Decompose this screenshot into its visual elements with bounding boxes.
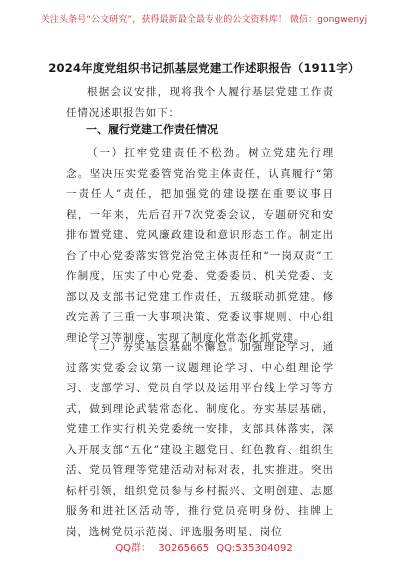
section-heading: 一、履行党建工作责任情况 — [86, 123, 218, 136]
document-title: 2024年度党组织书记抓基层党建工作述职报告（1911字） — [48, 61, 360, 75]
body-paragraph-2: （二）夯实基层基础不懈怠。加强理论学习，通过落实党委会议第一议题理论学习、中心组理论学习、支部学习、党员自学以及运用平台线上学习等方式，做到理论武装常态化、制度化。夯实基层基础，党建工作实行机关党委统一安排，支部具体落实，深入开展支部“五化”建设主题党日、红色教育、组织生活、党员管理等党建活动对标对表，扎实推进。突出标杆引领，组织党员参与乡村振兴、文明创建、志愿服务和进社区活动等，推行党员亮明身份、挂牌上岗，选树党员示范岗、评选服务明星、岗位 — [66, 341, 334, 538]
intro-paragraph: 根据会议安排，现将我个人履行基层党建工作责任情况述职报告如下： — [66, 86, 334, 119]
contact-footer: QQ群： 30265665 QQ:535304092 — [115, 543, 293, 554]
body-paragraph-1: （一）扛牢党建责任不松劲。树立党建先行理念。坚决压实党委管党治党主体责任，认真履行“第一责任人”责任，把加强党的建设摆在重要议事日程，一年来，先后召开7次党委会议，专题研究和安排布置党建、党风廉政建设和意识形态工作。制定出台了中心党委落实管党治党主体责任和“一岗双责”工作制度，压实了中心党委、党委委员、机关党委、支部以及支部书记党建工作责任，五级联动抓党建。修改完善了三重一大事项决策、党委议事规则、中心组理论学习等制度，实现了制度化常态化抓党建。 — [66, 147, 334, 344]
promo-banner: 关注头条号“公文研究”，获得最新最全最专业的公文资料库！ 微信：gongwenyj — [40, 15, 368, 25]
